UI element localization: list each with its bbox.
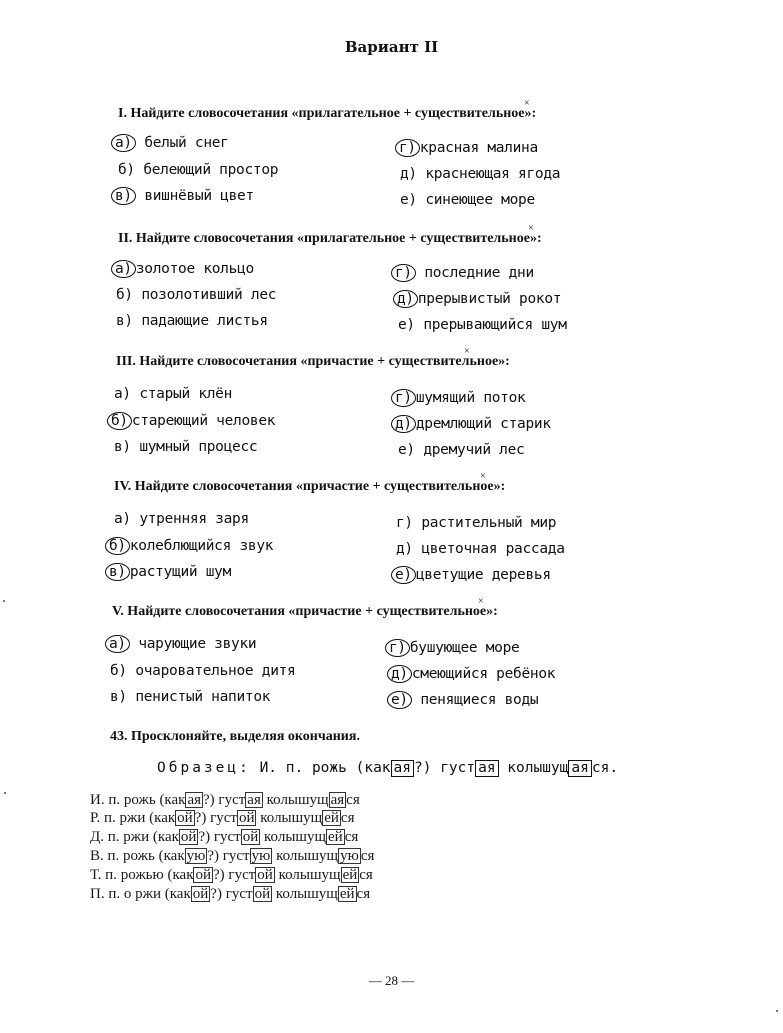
selection-circle-icon: г) (391, 389, 416, 407)
option-3d: г) шумящий поток (396, 390, 525, 406)
ending-box: ую (186, 848, 206, 864)
option-1a: а) белый снег (116, 135, 229, 151)
ending-box: ой (238, 810, 255, 826)
option-3a: а) старый клён (114, 386, 233, 402)
section-1-heading: I. Найдите словосочетания «прилагательное + существительное»: × (118, 98, 537, 121)
option-5e: д) смеющийся ребёнок (392, 666, 555, 682)
stress-mark-icon: × (524, 98, 530, 109)
option-2c: в) падающие листья (116, 313, 268, 329)
selection-circle-icon: а) (111, 134, 136, 152)
page-number: — 28 — (368, 973, 415, 988)
selection-circle-icon: г) (385, 639, 410, 657)
declension-row: Т. п. рожью (как ой ?) густ ой колышущ ей ся (90, 867, 373, 883)
selection-circle-icon: д) (387, 665, 412, 683)
selection-circle-icon: в) (105, 563, 130, 581)
option-4f: е) цветущие деревья (396, 567, 551, 583)
selection-circle-icon: б) (107, 412, 132, 430)
scan-speck (3, 600, 5, 602)
selection-circle-icon: г) (391, 264, 416, 282)
option-3e: д) дремлющий старик (396, 416, 551, 432)
selection-circle-icon: е) (387, 691, 412, 709)
stress-mark-icon: × (464, 346, 470, 357)
option-3b: б) стареющий человек (112, 413, 275, 429)
selection-circle-icon: е) (391, 566, 416, 584)
ending-box: ой (195, 867, 212, 883)
option-1b: б) белеющий простор (118, 162, 279, 178)
declension-row: П. п. о ржи (как ой ?) густ ой колышущ ей ся (90, 886, 371, 902)
ending-box: ой (254, 886, 271, 902)
ending-box: ей (339, 886, 355, 902)
declension-row: И. п. рожь (как ая ?) густ ая колышущ ая ся (90, 792, 360, 808)
ending-box: ая (187, 792, 202, 808)
selection-circle-icon: д) (393, 290, 418, 308)
stress-mark-icon: × (480, 471, 486, 482)
ending-box: ой (192, 886, 209, 902)
sample-label: Образец: (157, 760, 251, 776)
option-3f: е) дремучий лес (398, 442, 525, 458)
ending-box: ой (177, 810, 193, 826)
option-5f: е) пенящиеся воды (392, 692, 538, 708)
section-5-heading: V. Найдите словосочетания «причастие + существительное»: × (112, 596, 498, 619)
section-4-heading: IV. Найдите словосочетания «причастие + существительное»: × (114, 471, 506, 494)
ending-box: ая (568, 760, 591, 777)
option-4b: б) колеблющийся звук (110, 538, 273, 554)
selection-circle-icon: д) (391, 415, 416, 433)
option-2f: е) прерывающийся шум (398, 317, 567, 333)
section-2-heading: II. Найдите словосочетания «прилагательное + существительное»: × (118, 223, 542, 246)
ending-box: ой (180, 829, 197, 845)
declension-row: Д. п. ржи (как ой ?) густ ой колышущ ей ся (90, 829, 359, 845)
option-3c: в) шумный процесс (114, 439, 258, 455)
option-4e: д) цветочная рассада (396, 541, 565, 557)
scan-speck (776, 1010, 778, 1012)
ending-box: ей (324, 810, 339, 826)
option-5c: в) пенистый напиток (110, 689, 271, 705)
stress-mark-icon: × (528, 223, 534, 234)
option-2d: г) последние дни (396, 265, 534, 281)
option-4c: в) растущий шум (110, 564, 231, 580)
selection-circle-icon: а) (105, 635, 130, 653)
option-5b: б) очаровательное дитя (110, 663, 296, 679)
selection-circle-icon: г) (395, 139, 420, 157)
option-1d: г) красная малина (400, 140, 538, 156)
ending-box: ую (340, 848, 359, 864)
selection-circle-icon: в) (111, 187, 136, 205)
option-4a: а) утренняя заря (114, 511, 249, 527)
option-1c: в) вишнёвый цвет (116, 188, 254, 204)
declension-row: Р. п. ржи (как ой ?) густ ой колышущ ей ся (90, 810, 355, 826)
stress-mark-icon: × (478, 596, 484, 607)
option-1f: е) синеющее море (400, 192, 535, 208)
ending-box: ей (328, 829, 343, 845)
scan-speck (4, 792, 6, 794)
ending-box: ей (342, 867, 358, 883)
sample-line: Образец: И. п. рожь (как ая ?) густ ая колышущ ая ся. (157, 760, 619, 776)
ending-box: ая (330, 792, 345, 808)
ending-box: ой (242, 829, 259, 845)
option-5a: а) чарующие звуки (110, 636, 256, 652)
option-1e: д) краснеющая ягода (400, 166, 561, 182)
page-title: Вариант II (344, 38, 439, 56)
option-2b: б) позолотивший лес (116, 287, 277, 303)
section-3-heading: III. Найдите словосочетания «причастие + существительное»: × (116, 346, 510, 369)
ending-box: ую (251, 848, 271, 864)
ending-box: ая (391, 760, 414, 777)
ending-box: ой (257, 867, 273, 883)
ending-box: ая (247, 792, 261, 808)
option-4d: г) растительный мир (396, 515, 557, 531)
declension-row: В. п. рожь (как ую ?) густ ую колышущ ую ся (90, 848, 375, 864)
task-43-heading: 43. Просклоняйте, выделяя окончания. (110, 729, 360, 744)
option-2e: д) прерывистый рокот (398, 291, 561, 307)
selection-circle-icon: а) (111, 260, 136, 278)
option-5d: г) бушующее море (390, 640, 519, 656)
ending-box: ая (475, 760, 498, 777)
selection-circle-icon: б) (105, 537, 130, 555)
option-2a: а) золотое кольцо (116, 261, 254, 277)
